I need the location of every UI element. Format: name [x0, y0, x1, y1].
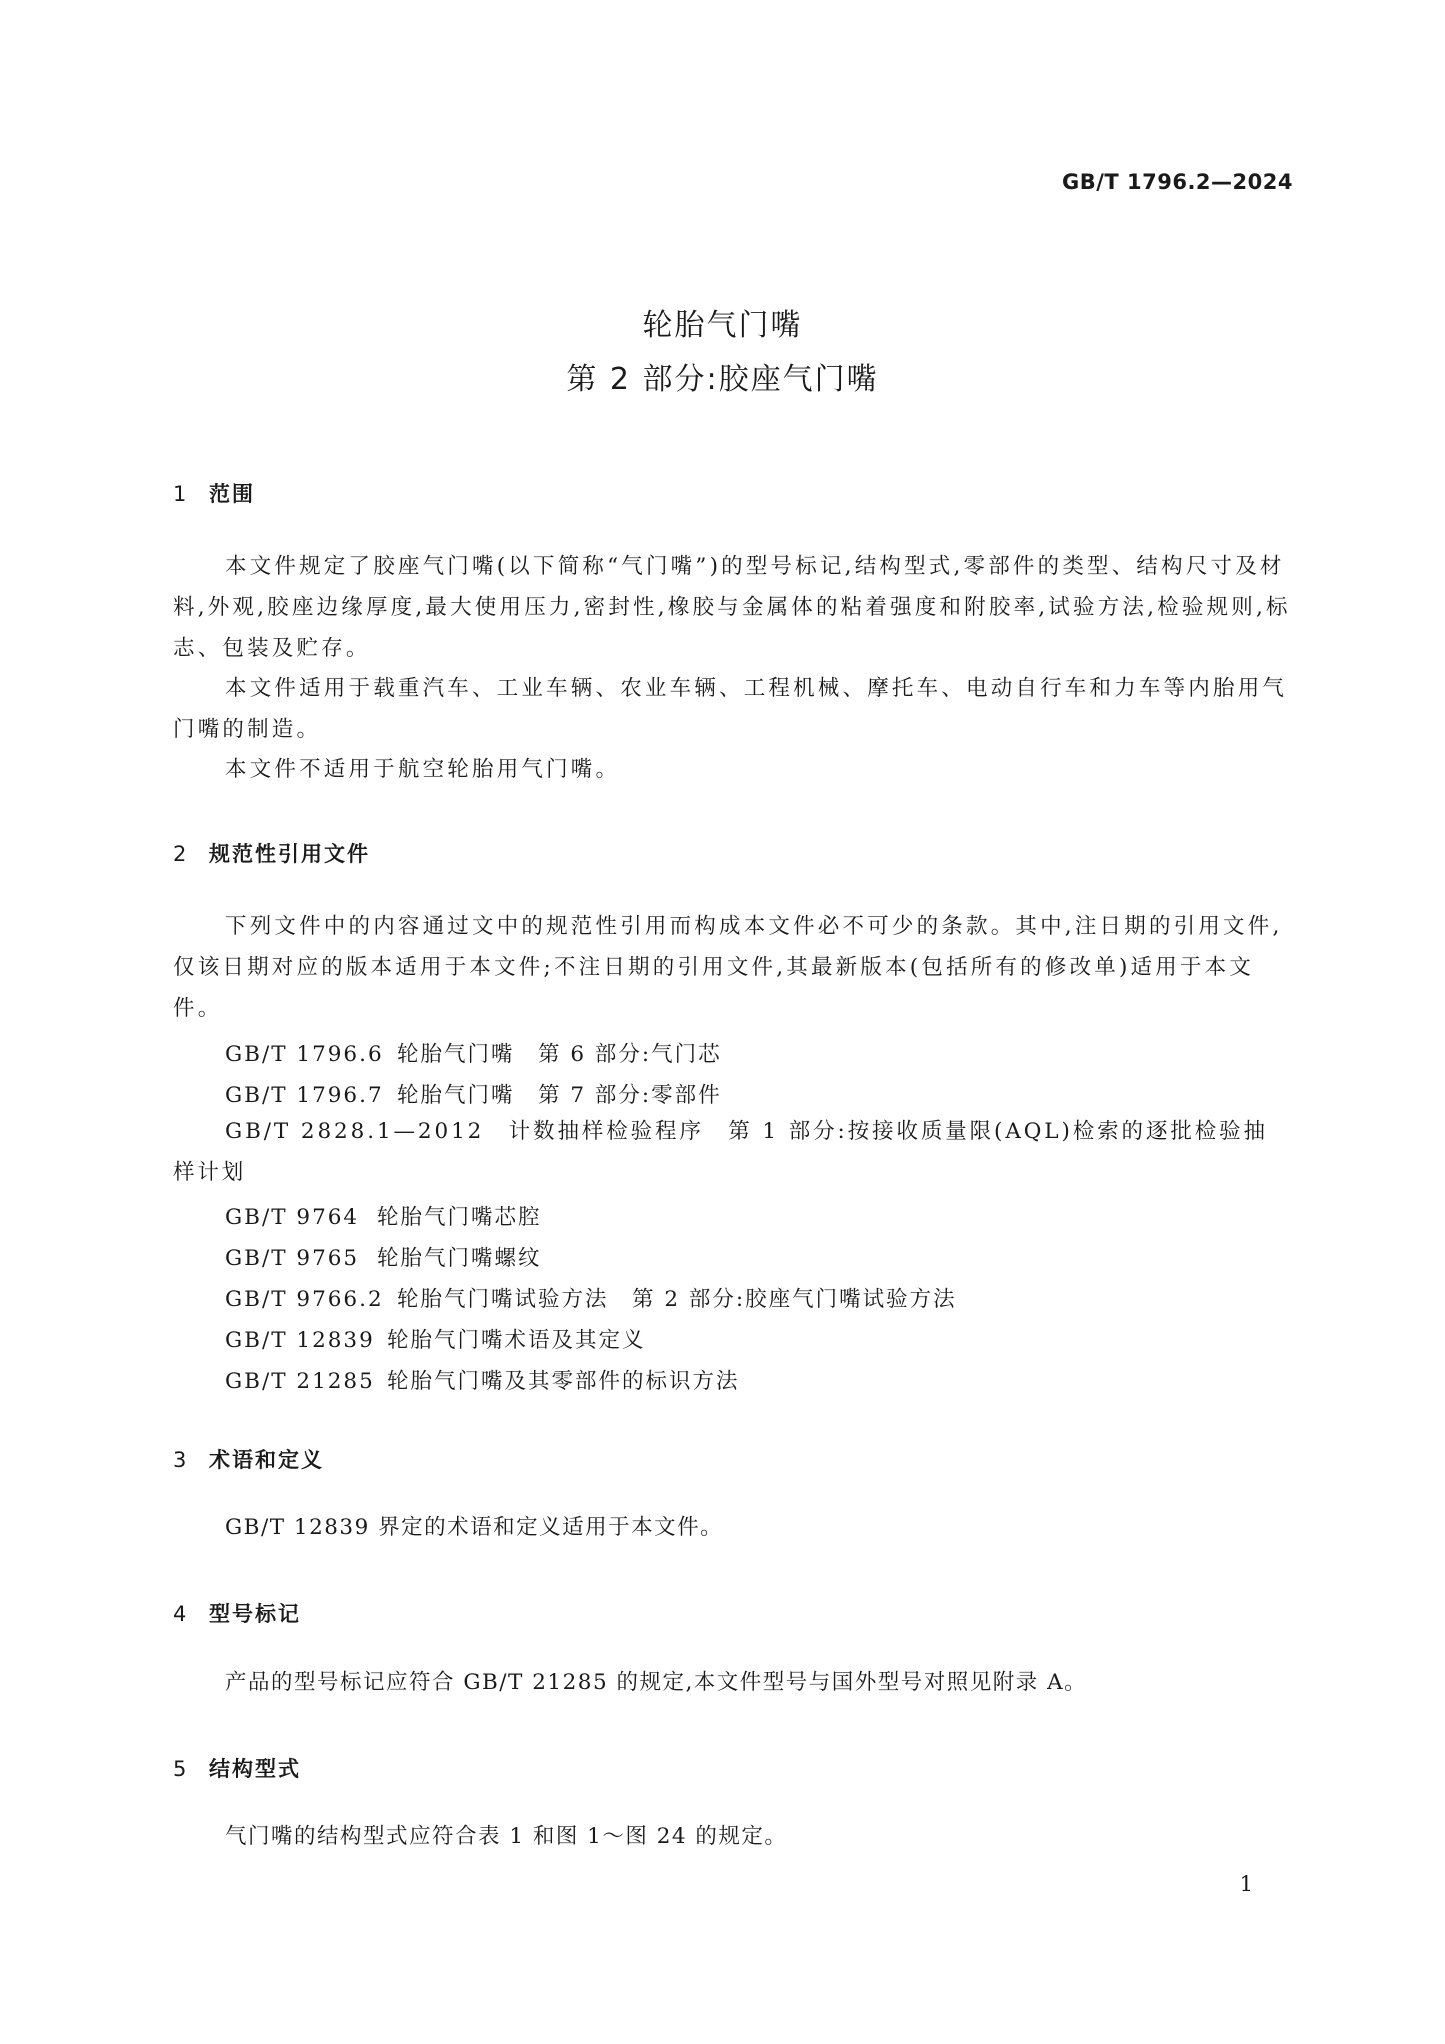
reference-code: GB/T 21285 [225, 1369, 375, 1394]
section-heading-model-marking [173, 1598, 301, 1628]
section-heading-scope [173, 478, 255, 508]
reference-title: 轮胎气门嘴芯腔 [377, 1205, 542, 1230]
section-title: 范围 [209, 482, 255, 506]
reference-code: GB/T 9766.2 [225, 1287, 384, 1312]
section-heading-normative-references [173, 838, 370, 868]
standard-code: GB/T 1796.2—2024 [1061, 170, 1293, 194]
section-title: 规范性引用文件 [209, 842, 370, 866]
paragraph: 气门嘴的结构型式应符合表 1 和图 1～图 24 的规定。 [225, 1824, 788, 1849]
section-title: 结构型式 [209, 1757, 301, 1781]
paragraph: 本文件规定了胶座气门嘴(以下简称“气门嘴”)的型号标记,结构型式,零部件的类型、结构尺寸及材料,外观,胶座边缘厚度,最大使用压力,密封性,橡胶与金属体的粘着强度和附胶率,试验方法,检验规则,标志、包装及贮存。 [173, 554, 1291, 661]
section-heading-structure-type [173, 1753, 301, 1783]
reference-code: GB/T 1796.7 [225, 1083, 384, 1108]
section-number: 1 [173, 482, 189, 506]
section-number: 4 [173, 1602, 189, 1626]
reference-item [225, 1282, 957, 1313]
reference-title: 轮胎气门嘴试验方法 第 2 部分:胶座气门嘴试验方法 [397, 1287, 957, 1312]
reference-code: GB/T 2828.1—2012 [225, 1119, 485, 1144]
reference-item [225, 1078, 722, 1109]
paragraph: 产品的型号标记应符合 GB/T 21285 的规定,本文件型号与国外型号对照见附录 A。 [225, 1670, 1088, 1695]
reference-title: 轮胎气门嘴及其零部件的标识方法 [387, 1369, 740, 1394]
reference-item [225, 1364, 740, 1395]
reference-item [173, 1111, 1291, 1193]
section-number: 2 [173, 842, 189, 866]
reference-code: GB/T 12839 [225, 1328, 375, 1353]
reference-code: GB/T 9765 [225, 1246, 360, 1271]
reference-title: 计数抽样检验程序 第 1 部分:按接收质量限(AQL)检索的逐批检验抽样计划 [173, 1119, 1268, 1185]
reference-code: GB/T 9764 [225, 1205, 360, 1230]
paragraph: 本文件不适用于航空轮胎用气门嘴。 [225, 757, 621, 782]
section-number: 3 [173, 1448, 189, 1472]
reference-item [225, 1323, 646, 1354]
paragraph: 下列文件中的内容通过文中的规范性引用而构成本文件必不可少的条款。其中,注日期的引用文件,仅该日期对应的版本适用于本文件;不注日期的引用文件,其最新版本(包括所有的修改单)适用于本文件。 [173, 914, 1283, 1021]
reference-item [225, 1200, 542, 1231]
reference-title: 轮胎气门嘴 第 6 部分:气门芯 [397, 1042, 722, 1067]
document-subtitle: 第 2 部分:胶座气门嘴 [566, 362, 879, 397]
reference-code: GB/T 1796.6 [225, 1042, 384, 1067]
reference-item [225, 1037, 722, 1068]
reference-title: 轮胎气门嘴 第 7 部分:零部件 [397, 1083, 722, 1108]
section-title: 型号标记 [209, 1602, 301, 1626]
paragraph: 本文件适用于载重汽车、工业车辆、农业车辆、工程机械、摩托车、电动自行车和力车等内胎用气门嘴的制造。 [173, 676, 1288, 742]
document-title: 轮胎气门嘴 [642, 308, 803, 343]
section-heading-terms-and-definitions [173, 1444, 324, 1474]
reference-title: 轮胎气门嘴术语及其定义 [387, 1328, 646, 1353]
paragraph: GB/T 12839 界定的术语和定义适用于本文件。 [225, 1515, 724, 1540]
reference-item [225, 1241, 542, 1272]
section-number: 5 [173, 1757, 189, 1781]
page-number: 1 [1239, 1872, 1253, 1896]
reference-title: 轮胎气门嘴螺纹 [377, 1246, 542, 1271]
section-title: 术语和定义 [209, 1448, 324, 1472]
